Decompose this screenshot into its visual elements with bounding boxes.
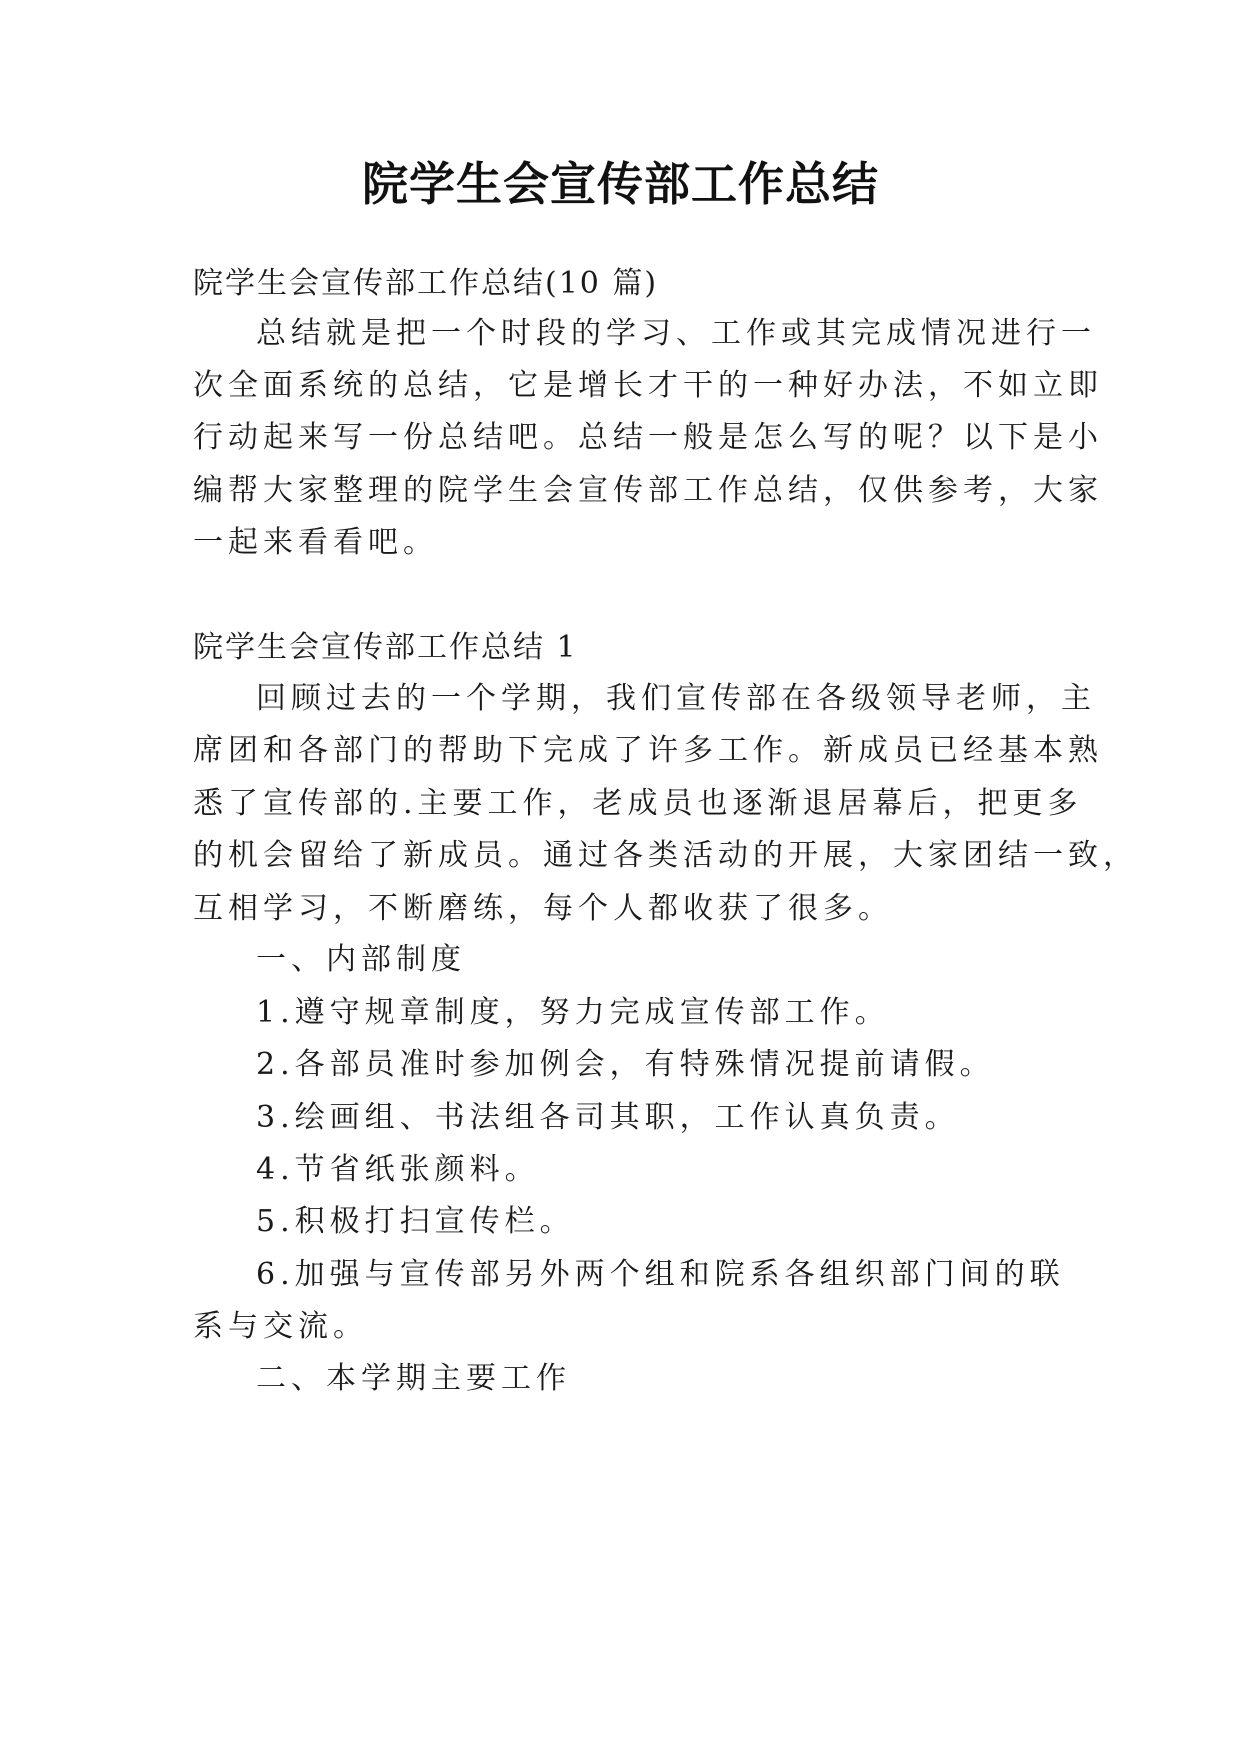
intro-line: 编帮大家整理的院学生会宣传部工作总结，仅供参考，大家 — [193, 473, 1103, 508]
section-heading: 院学生会宣传部工作总结 1 — [193, 630, 578, 665]
section-line: 悉了宣传部的.主要工作，老成员也逐渐退居幕后，把更多 — [193, 786, 1083, 821]
rule-item: 3.绘画组、书法组各司其职，工作认真负责。 — [256, 1100, 960, 1135]
intro-line: 次全面系统的总结，它是增长才干的一种好办法，不如立即 — [193, 368, 1103, 403]
section-line: 互相学习，不断磨练，每个人都收获了很多。 — [193, 891, 893, 926]
section-line: 回顾过去的一个学期，我们宣传部在各级领导老师，主 — [256, 681, 1096, 716]
intro-line: 行动起来写一份总结吧。总结一般是怎么写的呢？以下是小 — [193, 420, 1103, 455]
part-heading: 一、内部制度 — [256, 942, 466, 977]
rule-item: 1.遵守规章制度，努力完成宣传部工作。 — [256, 995, 890, 1030]
document-title: 院学生会宣传部工作总结 — [362, 157, 879, 211]
rule-item: 6.加强与宣传部另外两个组和院系各组织部门间的联 — [256, 1257, 1065, 1292]
rule-item-continuation: 系与交流。 — [193, 1309, 368, 1344]
rule-item: 2.各部员准时参加例会，有特殊情况提前请假。 — [256, 1047, 995, 1082]
intro-line: 一起来看看吧。 — [193, 525, 438, 560]
section-line: 席团和各部门的帮助下完成了许多工作。新成员已经基本熟 — [193, 733, 1103, 768]
document-subtitle: 院学生会宣传部工作总结(10 篇) — [193, 266, 659, 301]
rule-item: 4.节省纸张颜料。 — [256, 1152, 540, 1187]
rule-item: 5.积极打扫宣传栏。 — [256, 1204, 575, 1239]
part-heading: 二、本学期主要工作 — [256, 1361, 571, 1396]
intro-line: 总结就是把一个时段的学习、工作或其完成情况进行一 — [256, 316, 1096, 351]
section-line: 的机会留给了新成员。通过各类活动的开展，大家团结一致， — [193, 838, 1138, 873]
